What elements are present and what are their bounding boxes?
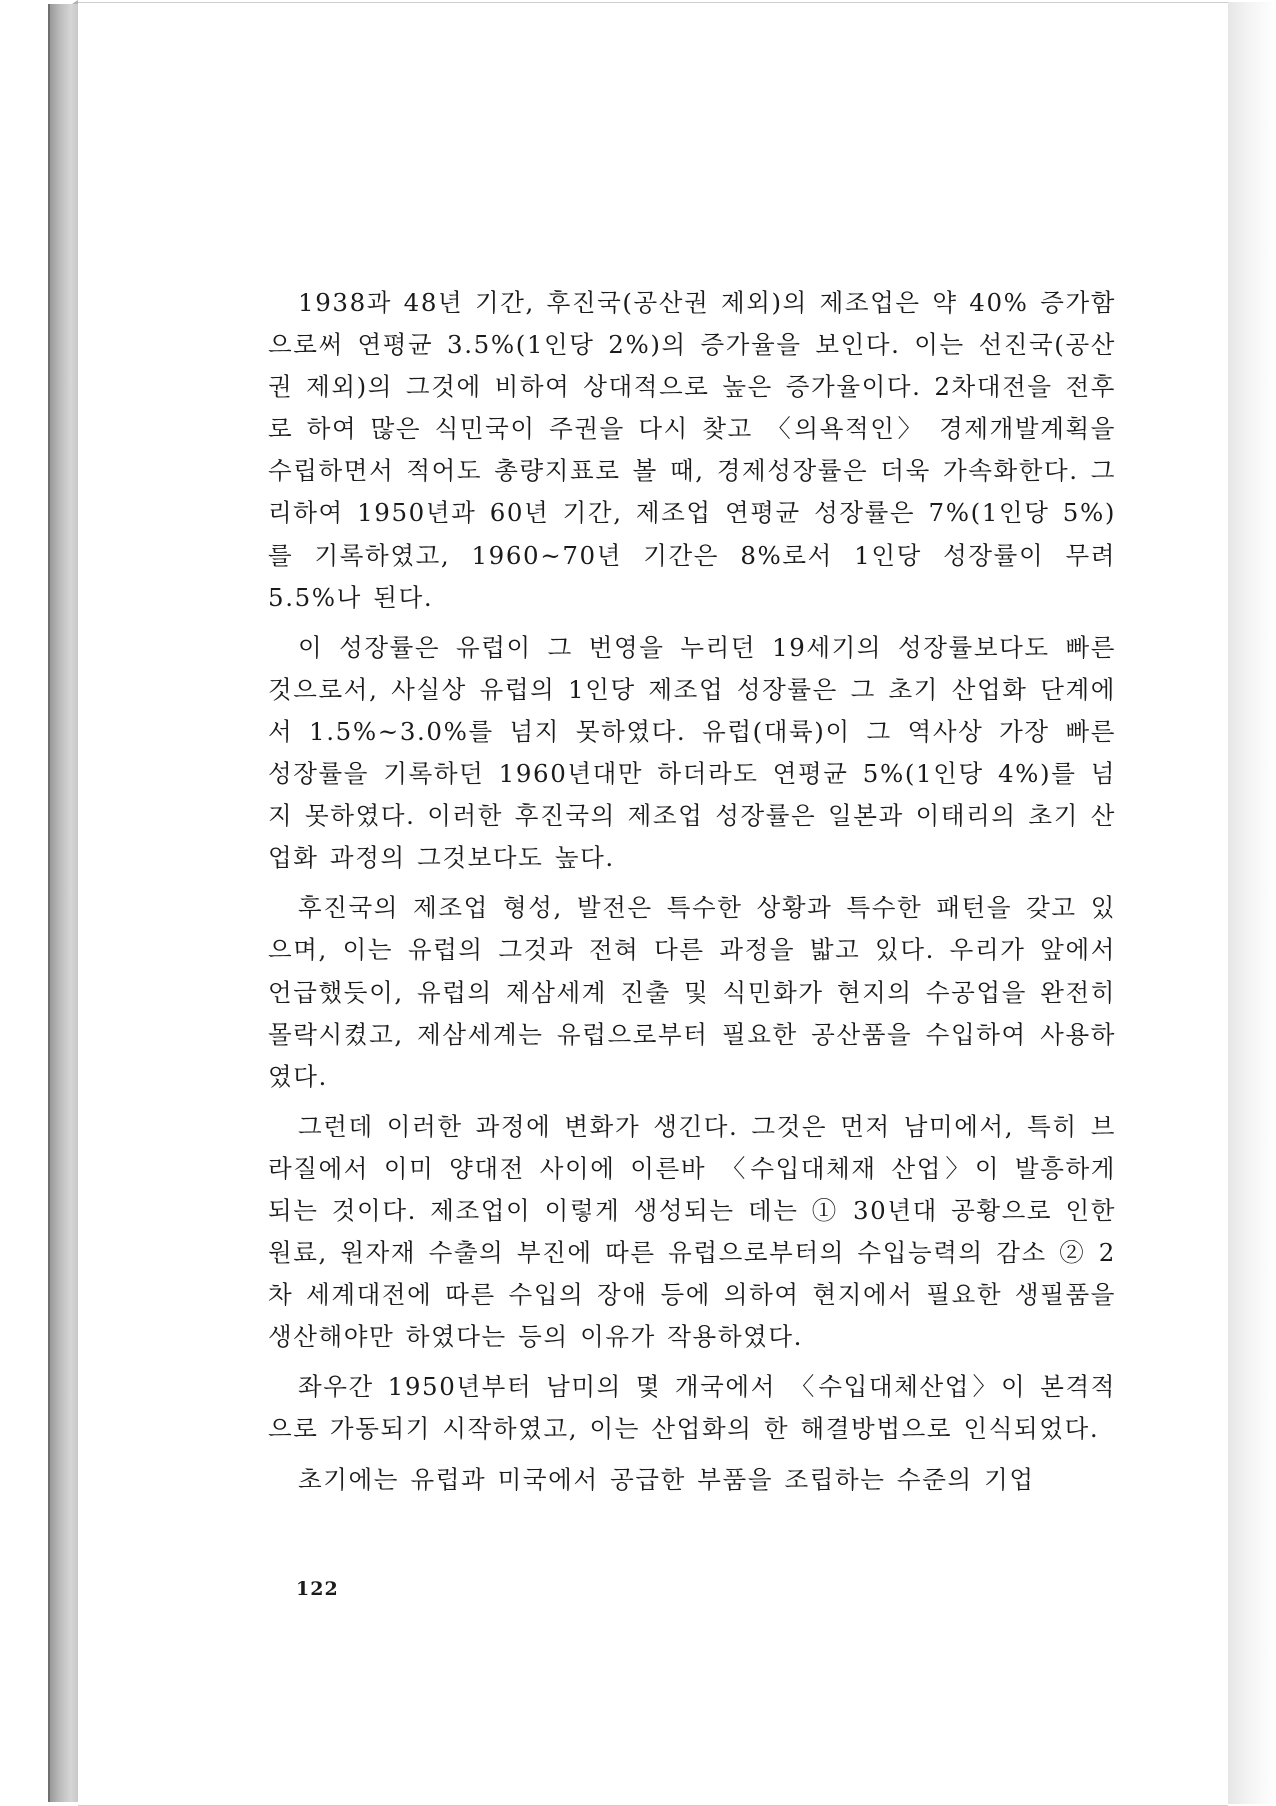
- paragraph-6: 초기에는 유럽과 미국에서 공급한 부품을 조립하는 수준의 기업: [298, 1464, 1035, 1494]
- paragraph-4: 그런데 이러한 과정에 변화가 생긴다. 그것은 먼저 남미에서, 특히 브라질에서 이미 양대전 사이에 이른바 〈수입대체재 산업〉이 발흥하게 되는 것이다. 제조업이 이렇게 생성되는 데는 ① 30년대 공황으로 인한 원료, 원자재 수출의 부진에 따른 유럽으로부터의 수입능력의 감소 ② 2차 세계대전에 따른 수입의 장애 등에 의하여 현지에서 필요한 생필품을 생산해야만 하였다는 등의 이유가 작용하였다.: [268, 1111, 1116, 1352]
- paragraph-5: 좌우간 1950년부터 남미의 몇 개국에서 〈수입대체산업〉이 본격적으로 가동되기 시작하였고, 이는 산업화의 한 해결방법으로 인식되었다.: [268, 1372, 1116, 1444]
- book-spine-edge: [48, 4, 80, 1802]
- page-number: 122: [296, 1578, 339, 1600]
- page-edge-shadow: [1228, 2, 1276, 1804]
- paragraph-1: 1938과 48년 기간, 후진국(공산권 제외)의 제조업은 약 40% 증가함으로써 연평균 3.5%(1인당 2%)의 증가율을 보인다. 이는 선진국(공산권 제외)의 그것에 비하여 상대적으로 높은 증가율이다. 2차대전을 전후로 하여 많은 식민국이 주권을 다시 찾고 〈의욕적인〉 경제개발계획을 수립하면서 적어도 총량지표로 볼 때, 경제성장률은 더욱 가속화한다. 그리하여 1950년과 60년 기간, 제조업 연평균 성장률은 7%(1인당 5%)를 기록하였고, 1960~70년 기간은 8%로서 1인당 성장률이 무려 5.5%나 된다.: [268, 288, 1116, 612]
- paragraph-2: 이 성장률은 유럽이 그 번영을 누리던 19세기의 성장률보다도 빠른 것으로서, 사실상 유럽의 1인당 제조업 성장률은 그 초기 산업화 단계에서 1.5%~3.0%를 넘지 못하였다. 유럽(대륙)이 그 역사상 가장 빠른 성장률을 기록하던 1960년대만 하더라도 연평균 5%(1인당 4%)를 넘지 못하였다. 이러한 후진국의 제조업 성장률은 일본과 이태리의 초기 산업화 과정의 그것보다도 높다.: [268, 632, 1116, 873]
- body-text: [268, 282, 1116, 1509]
- paragraph-3: 후진국의 제조업 형성, 발전은 특수한 상황과 특수한 패턴을 갖고 있으며, 이는 유럽의 그것과 전혀 다른 과정을 밟고 있다. 우리가 앞에서 언급했듯이, 유럽의 제삼세계 진출 및 식민화가 현지의 수공업을 완전히 몰락시켰고, 제삼세계는 유럽으로부터 필요한 공산품을 수입하여 사용하였다.: [268, 893, 1116, 1091]
